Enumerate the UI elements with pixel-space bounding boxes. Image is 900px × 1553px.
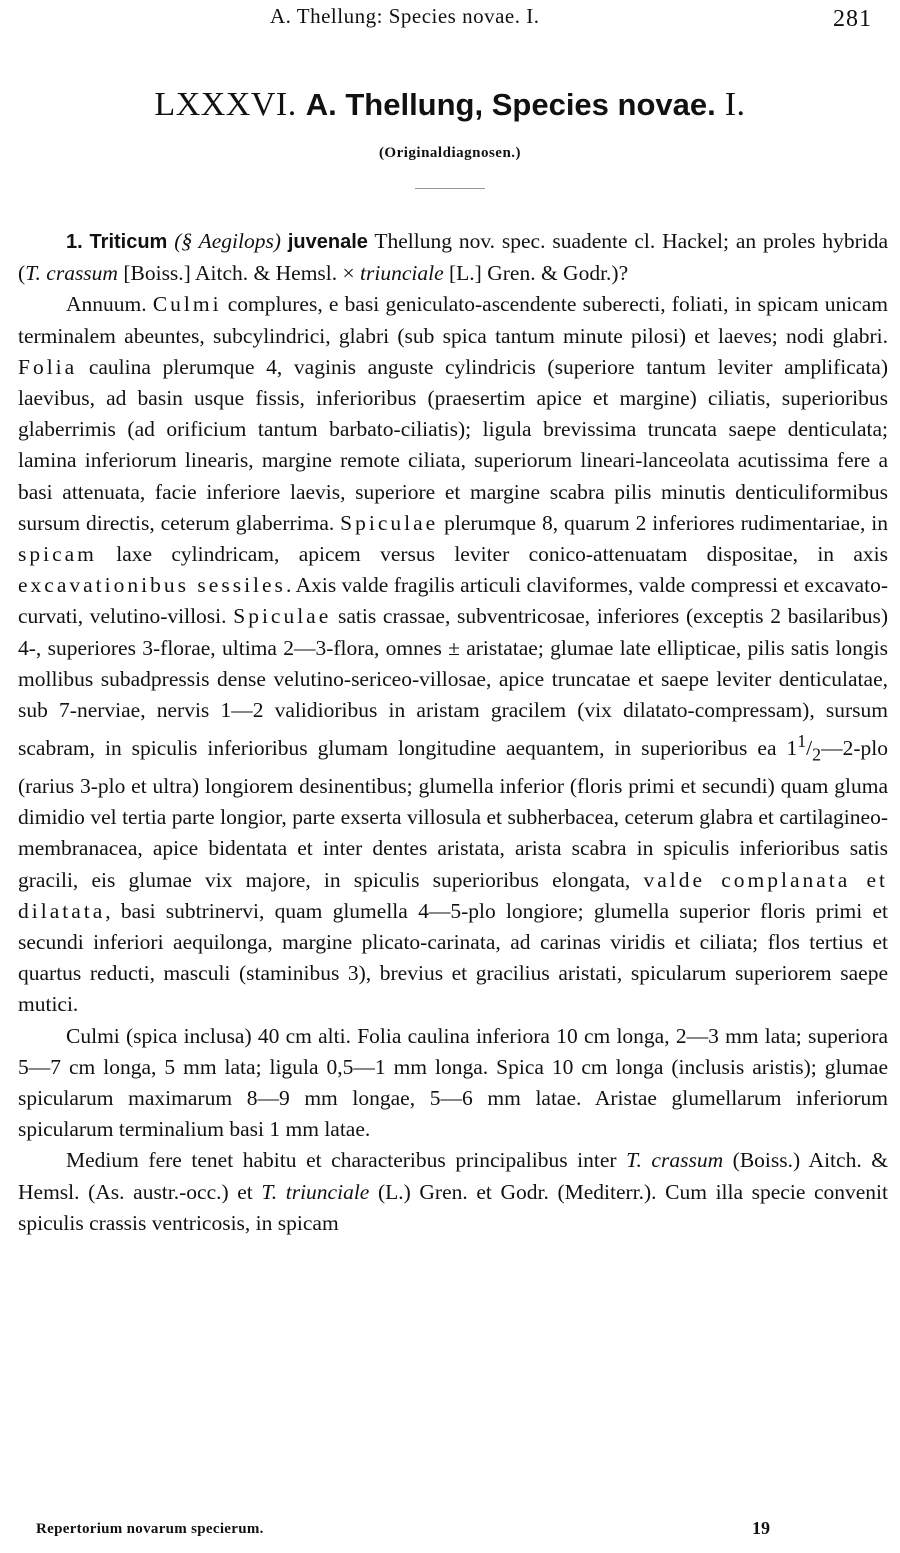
title-divider [415, 188, 485, 189]
term-spicam: spicam [18, 542, 97, 567]
title-part: I. [724, 86, 746, 123]
diagnosis-folia-text: caulina plerumque 4, vaginis anguste cylindricis (superiore tantum leviter amplificata) laevibus, ad basin usque fissis, inferioribus (praesertim apice et margine) ciliatis, superioribus glaberrimis (ad orificium tantum barbato-ciliatis); ligula brevissima truncata saepe denticulata; lamina inferiorum linearis, margine remote ciliata, superiorum lineari-lanceolata acutissima fere a basi attenuata, facie inferiore laevis, superiore et margine scabra pilis minutis denticuliformibus sursum directis, ceterum glaberrima. [18, 354, 888, 535]
fraction-numerator: 1 [797, 731, 807, 752]
diagnosis-glumella-text: —2-plo (rarius 3-plo et ultra) longiorem desinentibus; glumella inferior (floris primi et secundi) quam gluma dimidio vel tertia parte longior, parte exserta villosula et subherbacea, ceterum glabra et cartilagineo-membranacea, apice bidentata et inter dentes aristata, arista scabra in spiculis inferioribus satis gracili, eis glumae vix majore, in spiculis superioribus elongata, [18, 736, 888, 892]
diagnosis-spicam-text: laxe cylindricam, apicem versus leviter conico-attenuatam dispositae, in axis [96, 542, 888, 567]
diagnosis-flos-text: , basi subtrinervi, quam glumella 4—5-plo longiore; glumella superior floris primi et secundi inferiori aequilonga, margine plicato-carinata, ad carinas viridis et ciliata; flos tertius et quartus reducti, masculi (staminibus 3), brevius et gracilius aristati, spicularum superiorem saepe mutici. [18, 898, 888, 1017]
title-author: A. Thellung, Species novae. [305, 87, 716, 122]
discussion-species-1: T. crassum [626, 1148, 724, 1173]
term-excavationibus: excavationibus sessiles [18, 573, 286, 598]
discussion-text-1: Medium fere tenet habitu et characteribus principalibus inter [66, 1148, 627, 1173]
term-spiculae-2: Spiculae [233, 604, 332, 629]
species-heading [18, 226, 888, 289]
discussion-species-2: T. triunciale [261, 1179, 370, 1204]
diagnosis-intro: Annuum. [66, 292, 153, 317]
term-folia: Folia [18, 354, 78, 379]
diagnosis-paragraph: Annuum. Culmi complures, e basi geniculato-ascendente suberecti, foliati, in spicam unicam terminalem abeuntes, subcylindrici, glabri (sub spica tantum minute pilosi) et laeves; nodi glabri. Folia caulina plerumque 4, vaginis anguste cylindricis (superiore tantum leviter amplificata) laevibus, ad basin usque fissis, inferioribus (praesertim apice et margine) ciliatis, superioribus glaberrimis (ad orificium tantum barbato-ciliatis); ligula brevissima truncata saepe denticulata; lamina inferiorum linearis, margine remote ciliata, superiorum lineari-lanceolata acutissima fere a basi attenuata, facie inferiore laevis, superiore et margine scabra pilis minutis denticuliformibus sursum directis, ceterum glaberrima. Spiculae plerumque 8, quarum 2 inferiores rudimentariae, in spicam laxe cylindricam, apicem versus leviter conico-attenuatam dispositae, in axis excavationibus sessiles. Axis valde fragilis articuli claviformes, valde compressi et excavato-curvati, velutino-villosi. Spiculae satis crassae, subventricosae, inferiores (exceptis 2 basilaribus) 4-, superiores 3-florae, ultima 2—3-flora, omnes ± aristatae; glumae late ellipticae, pilis satis longis mollibus subadpressis dense velutino-sericeo-villosae, apice truncatae et saepe leviter denticulatae, sub 7-nerviae, nervis 1—2 validioribus in aristam gracilem (vix dilatato-compressam), sursum scabram, in spiculis inferioribus glumam longitudine aequantem, in superioribus ea $1^1/_2—2$-plo (rarius 3-plo et ultra) longiorem desinentibus; glumella inferior (floris primi et secundi) quam gluma dimidio vel tertia parte longior, parte exserta villosula et subherbacea, ceterum glabra et cartilagineo-membranacea, apice bidentata et inter dentes aristata, arista scabra in spiculis inferioribus satis gracili, eis glumae vix majore, in spiculis superioribus elongata, valde complanata et dilatata, basi subtrinervi, quam glumella 4—5-plo longiore; glumella superior floris primi et secundi inferiori aequilonga, margine plicato-carinata, ad carinas viridis et ciliata; flos tertius et quartus reducti, masculi (staminibus 3), brevius et gracilius aristati, spicularum superiorem saepe mutici. [18, 292, 889, 1017]
fraction-denominator: 2 [812, 744, 822, 765]
section-name: (§ Aegilops) [174, 229, 281, 253]
article-subtitle: (Originaldiagnosen.) [378, 145, 522, 161]
article-body [18, 226, 888, 1239]
running-head: A. Thellung: Species novae. I. [270, 4, 540, 28]
species-number: 1. [66, 231, 83, 253]
article-title [0, 86, 900, 124]
diagnosis-spiculae-text: plerumque 8, quarum 2 inferiores rudimentariae, in [438, 510, 888, 535]
species-epithet: juvenale [287, 231, 368, 253]
term-spiculae: Spiculae [340, 510, 439, 535]
journal-footer: Repertorium novarum specierum. [36, 1521, 264, 1537]
parent-authority-2: [L.] Gren. & Godr.)? [443, 261, 629, 286]
term-culmi: Culmi [152, 292, 222, 317]
signature-mark: 19 [752, 1518, 770, 1538]
page-number: 281 [833, 6, 872, 32]
parent-species-2: triunciale [360, 261, 444, 286]
genus-name: Triticum [89, 231, 168, 253]
parent-species-1: T. crassum [25, 261, 118, 286]
title-numeral: LXXXVI. [154, 86, 297, 123]
term-complanata: valde complanata et dilatata [18, 867, 888, 923]
parent-authority-1: [Boiss.] Aitch. & Hemsl. × [117, 261, 361, 286]
discussion-text-2: (Boiss.) Aitch. & Hemsl. (As. austr.-occ.) et [18, 1148, 888, 1204]
discussion-paragraph [18, 1145, 888, 1239]
diagnosis-culmi-text: complures, e basi geniculato-ascendente suberecti, foliati, in spicam unicam terminalem abeuntes, subcylindrici, glabri (sub spica tantum minute pilosi) et laeves; nodi glabri. [18, 292, 888, 348]
diagnosis-axis-text: . Axis valde fragilis articuli claviformes, valde compressi et excavato-curvati, velutino-villosi. [18, 573, 888, 629]
authority-note: Thellung nov. spec. suadente cl. Hackel; an proles hybrida ( [18, 229, 889, 286]
diagnosis-glumae-text: satis crassae, subventricosae, inferiores (exceptis 2 basilaribus) 4-, superiores 3-florae, ultima 2—3-flora, omnes ± aristatae; glumae late ellipticae, pilis satis longis mollibus subadpressis dense velutino-sericeo-villosae, apice truncatae et saepe leviter denticulatae, sub 7-nerviae, nervis 1—2 validioribus in aristam gracilem (vix dilatato-compressam), sursum scabram, in spiculis inferioribus glumam longitudine aequantem, in superioribus ea 1 [18, 604, 889, 761]
measurements-paragraph: Culmi (spica inclusa) 40 cm alti. Folia caulina inferiora 10 cm longa, 2—3 mm lata; superiora 5—7 cm longa, 5 mm lata; ligula 0,5—1 mm longa. Spica 10 cm longa (inclusis aristis); glumae spicularum maximarum 8—9 mm longae, 5—6 mm latae. Aristae glumellarum inferiorum spicularum terminalium basi 1 mm latae. [18, 1023, 888, 1142]
discussion-text-3: (L.) Gren. et Godr. (Mediterr.). Cum illa specie convenit spiculis crassis ventricosis, in spicam [18, 1179, 888, 1235]
